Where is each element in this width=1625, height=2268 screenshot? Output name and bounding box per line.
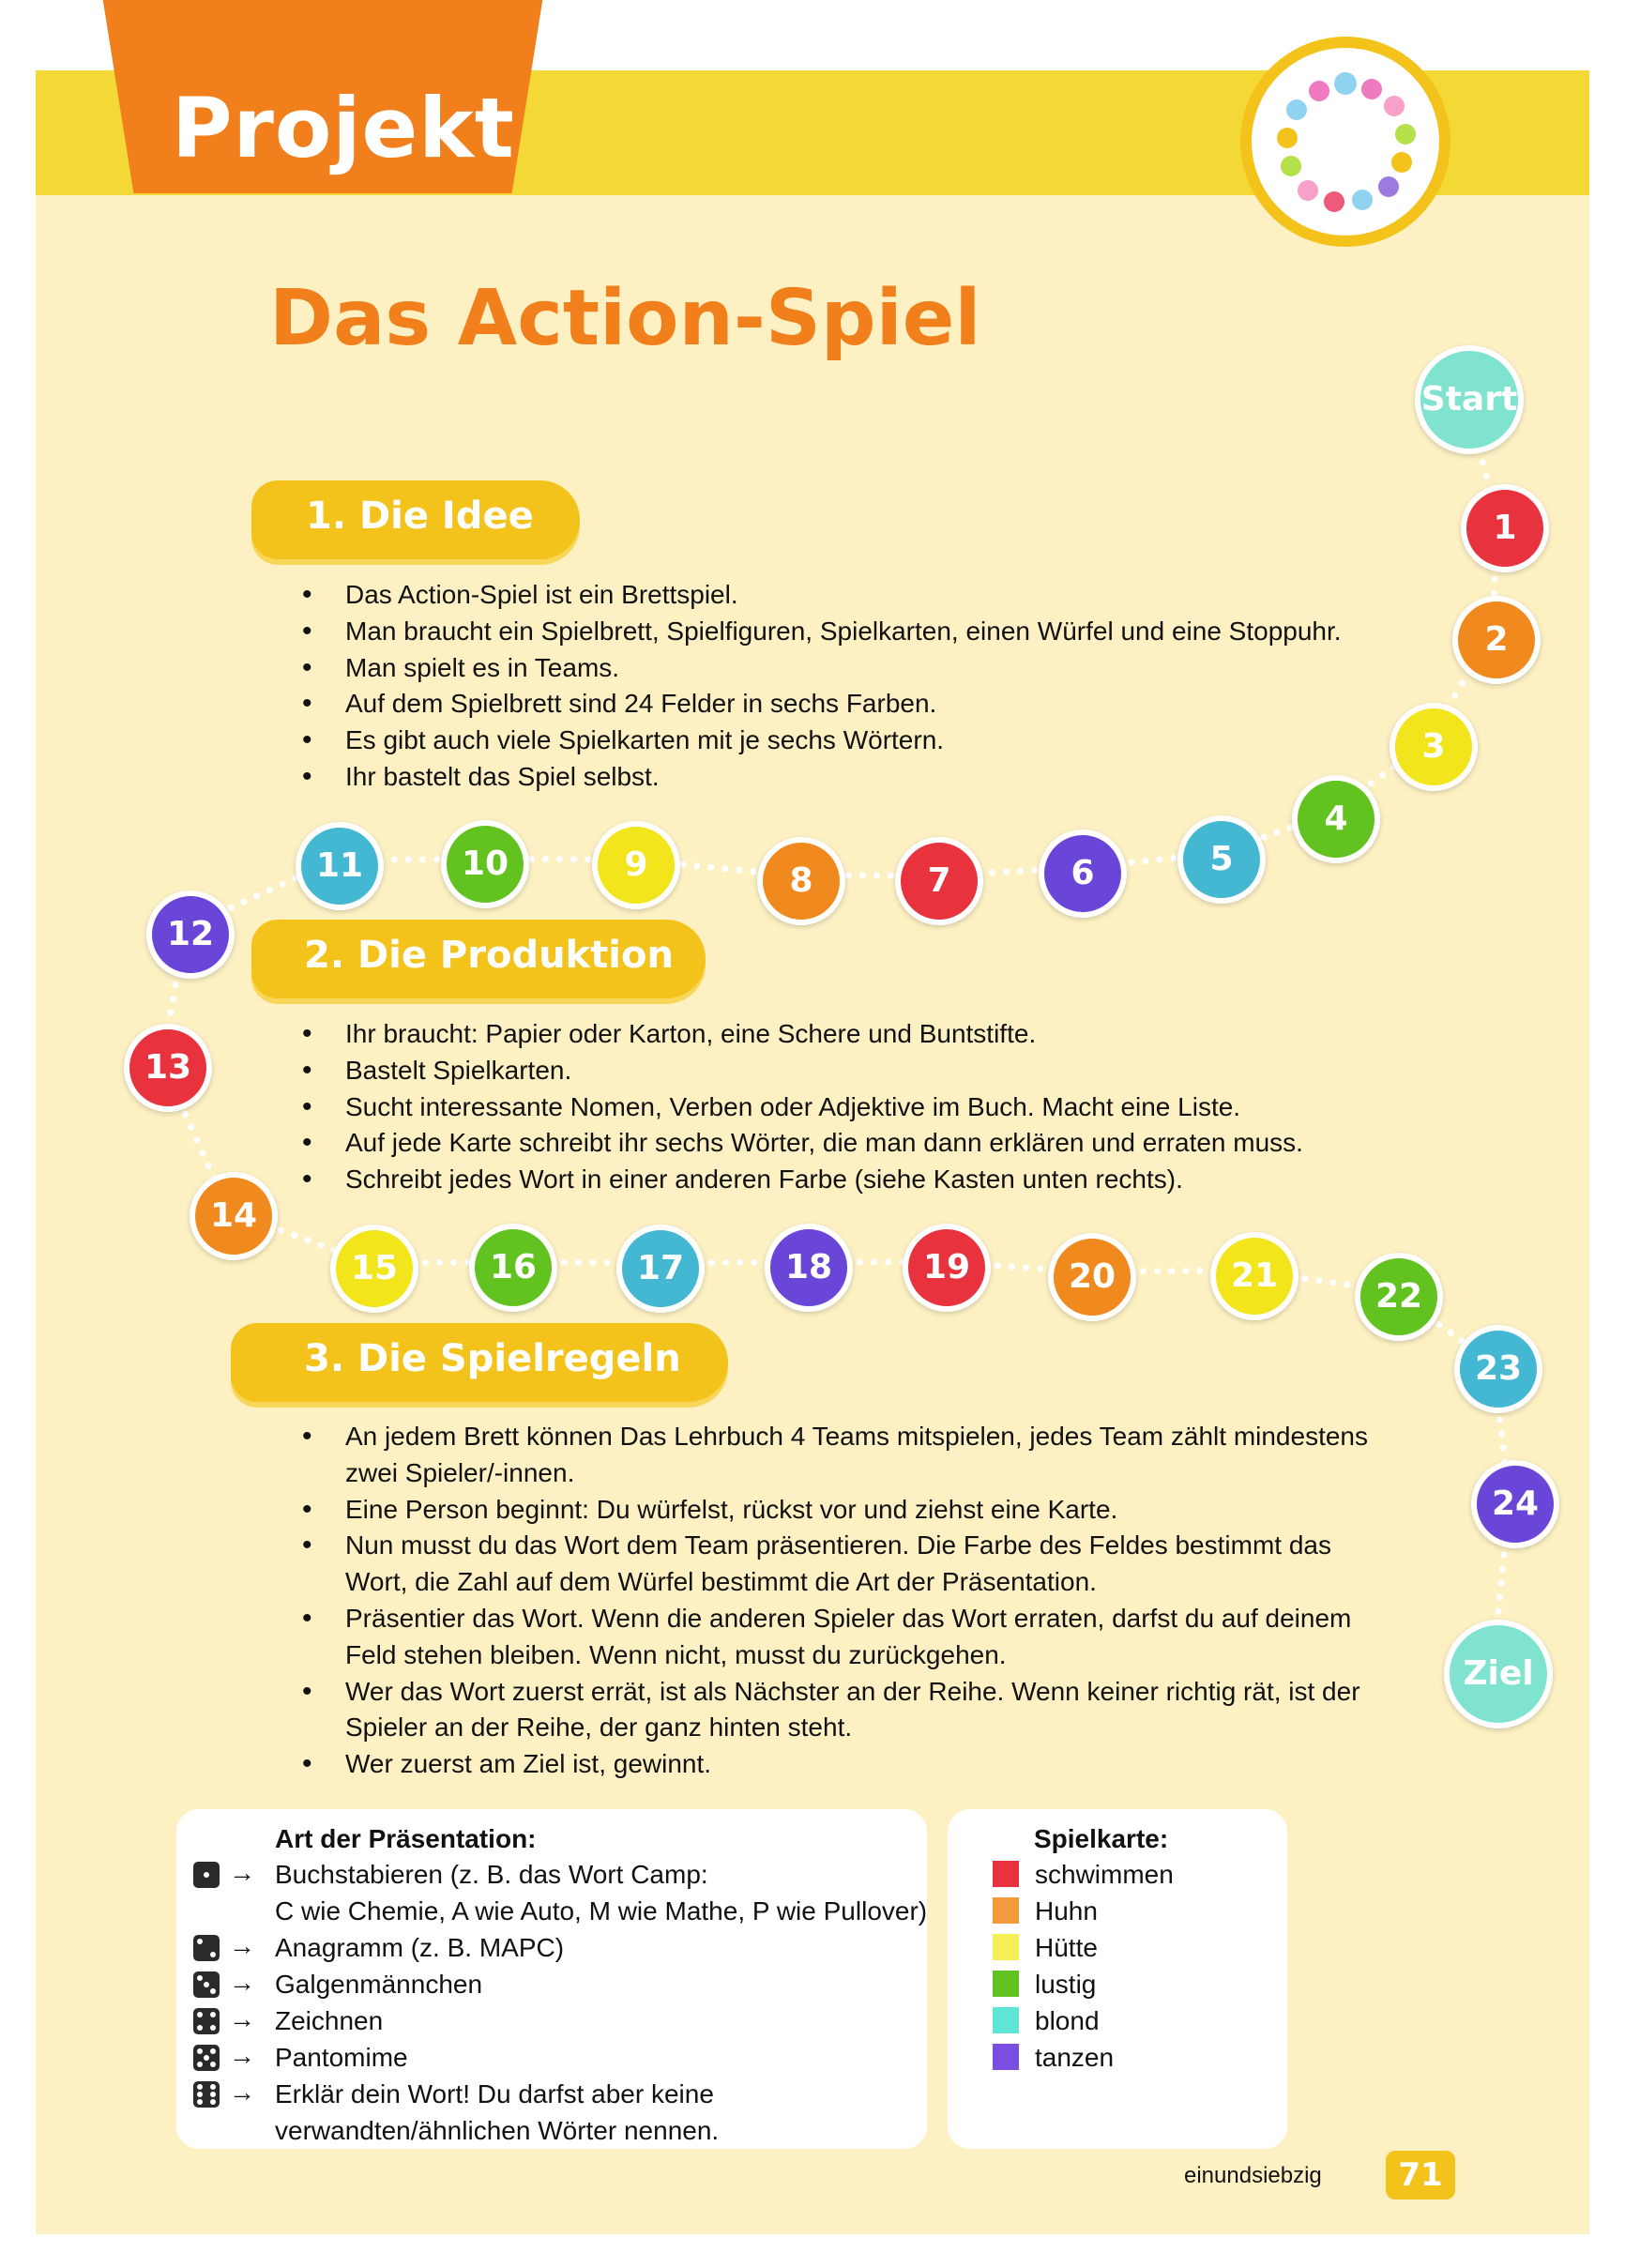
field-label: 15 bbox=[350, 1249, 399, 1287]
color-swatch-orange bbox=[993, 1897, 1019, 1924]
presentation-item-5: Pantomime bbox=[275, 2043, 408, 2072]
spielkarte-word-5: blond bbox=[1035, 2006, 1100, 2035]
board-field bbox=[330, 1225, 418, 1313]
board-field bbox=[1210, 1232, 1298, 1320]
spielkarte-word-3: Hütte bbox=[1035, 1933, 1098, 1962]
field-label: Start bbox=[1420, 380, 1518, 419]
list-item: • Eine Person beginnt: Du würfelst, rückst vor und ziehst eine Karte. bbox=[302, 1492, 1400, 1529]
color-swatch-turquoise bbox=[993, 2007, 1019, 2033]
die-six-icon bbox=[193, 2081, 220, 2108]
spielkarte-word-6: tanzen bbox=[1035, 2043, 1115, 2072]
list-item: • Es gibt auch viele Spielkarten mit je sechs Wörtern. bbox=[302, 723, 1428, 759]
field-label: 12 bbox=[166, 915, 215, 953]
presentation-title: Art der Präsentation: bbox=[275, 1824, 537, 1853]
list-item: • Schreibt jedes Wort in einer anderen Farbe (siehe Kasten unten rechts). bbox=[302, 1162, 1428, 1198]
field-label: 8 bbox=[789, 861, 813, 900]
die-one-icon bbox=[193, 1862, 220, 1888]
presentation-item-3: Galgenmännchen bbox=[275, 1970, 483, 1999]
field-label: 24 bbox=[1491, 1484, 1540, 1523]
list-item: • Sucht interessante Nomen, Verben oder Adjektive im Buch. Macht eine Liste. bbox=[302, 1089, 1428, 1126]
list-item: • Man braucht ein Spielbrett, Spielfiguren, Spielkarten, einen Würfel und eine Stoppuhr. bbox=[302, 614, 1428, 650]
die-four-icon bbox=[193, 2008, 220, 2034]
board-field bbox=[1048, 1233, 1136, 1321]
color-swatch-green bbox=[993, 1971, 1019, 1997]
page-title: Das Action-Spiel bbox=[269, 274, 981, 363]
section-heading-2: 2. Die Produktion bbox=[304, 934, 674, 977]
field-label: 14 bbox=[209, 1196, 258, 1235]
board-field bbox=[1471, 1460, 1559, 1548]
section-3-list bbox=[302, 1419, 1400, 1783]
page-number: 71 bbox=[1386, 2151, 1455, 2200]
board-field bbox=[1355, 1253, 1443, 1341]
presentation-item-6-cont: verwandten/ähnlichen Wörter nennen. bbox=[275, 2116, 720, 2145]
field-label: 21 bbox=[1230, 1256, 1279, 1295]
board-field bbox=[757, 837, 845, 925]
board-field bbox=[124, 1024, 212, 1112]
field-label: 17 bbox=[636, 1249, 685, 1287]
board-field-ziel bbox=[1444, 1620, 1553, 1728]
footer-page-word: einundsiebzig bbox=[1184, 2163, 1322, 2188]
board-field bbox=[592, 821, 680, 909]
color-swatch-red bbox=[993, 1861, 1019, 1887]
list-item: • Präsentier das Wort. Wenn die anderen Spieler das Wort erraten, darfst du auf deinem Feld stehen bleiben. Wenn nicht, musst du zurückgehen. bbox=[302, 1601, 1400, 1674]
list-item: • Bastelt Spielkarten. bbox=[302, 1053, 1428, 1089]
field-label: 6 bbox=[1071, 854, 1095, 892]
board-field bbox=[1039, 830, 1127, 918]
list-item: • Das Action-Spiel ist ein Brettspiel. bbox=[302, 577, 1428, 614]
field-label: 13 bbox=[144, 1048, 192, 1087]
list-item: • An jedem Brett können Das Lehrbuch 4 Teams mitspielen, jedes Team zählt mindestens zwei Spieler/-innen. bbox=[302, 1419, 1400, 1492]
list-item: • Ihr braucht: Papier oder Karton, eine Schere und Buntstifte. bbox=[302, 1016, 1428, 1053]
board-field bbox=[1454, 1325, 1542, 1413]
section-heading-3: 3. Die Spielregeln bbox=[304, 1337, 681, 1380]
board-field bbox=[1177, 815, 1266, 904]
arrow-right-icon: → bbox=[229, 1931, 255, 1960]
field-label: Ziel bbox=[1463, 1654, 1534, 1693]
arrow-right-icon: → bbox=[229, 2078, 255, 2107]
spielkarte-word-2: Huhn bbox=[1035, 1896, 1098, 1926]
arrow-right-icon: → bbox=[229, 2004, 255, 2033]
field-label: 18 bbox=[784, 1248, 833, 1286]
list-item: • Ihr bastelt das Spiel selbst. bbox=[302, 759, 1428, 796]
board-field bbox=[1461, 484, 1549, 572]
list-item: • Auf jede Karte schreibt ihr sechs Wörter, die man dann erklären und erraten muss. bbox=[302, 1125, 1428, 1162]
field-label: 11 bbox=[315, 846, 364, 885]
board-field bbox=[895, 837, 983, 925]
field-label: 20 bbox=[1068, 1257, 1116, 1296]
presentation-item-6: Erklär dein Wort! Du darfst aber keine bbox=[275, 2079, 714, 2108]
board-field bbox=[441, 820, 529, 908]
field-label: 3 bbox=[1421, 727, 1446, 766]
presentation-item-4: Zeichnen bbox=[275, 2006, 384, 2035]
list-item: • Man spielt es in Teams. bbox=[302, 650, 1428, 687]
field-label: 7 bbox=[927, 861, 951, 900]
arrow-right-icon: → bbox=[229, 1858, 255, 1887]
board-field bbox=[1292, 775, 1380, 863]
color-swatch-purple bbox=[993, 2044, 1019, 2070]
list-item: • Wer das Wort zuerst errät, ist als Nächster an der Reihe. Wenn keiner richtig rät, ist der Spieler an der Reihe, der ganz hinten steht. bbox=[302, 1674, 1400, 1747]
board-field bbox=[469, 1224, 557, 1312]
list-item: • Wer zuerst am Ziel ist, gewinnt. bbox=[302, 1746, 1400, 1783]
presentation-item-2: Anagramm (z. B. MAPC) bbox=[275, 1933, 565, 1962]
section-1-list bbox=[302, 577, 1428, 796]
section-2-list bbox=[302, 1016, 1428, 1198]
board-field bbox=[616, 1225, 705, 1313]
board-field-start bbox=[1415, 345, 1524, 454]
presentation-item-1: Buchstabieren (z. B. das Wort Camp: bbox=[275, 1860, 708, 1889]
spielkarte-word-4: lustig bbox=[1035, 1970, 1097, 1999]
field-label: 19 bbox=[922, 1248, 971, 1286]
spielkarte-title: Spielkarte: bbox=[1034, 1824, 1169, 1853]
board-field bbox=[765, 1224, 853, 1312]
die-two-icon bbox=[193, 1935, 220, 1961]
field-label: 10 bbox=[461, 845, 509, 883]
field-label: 23 bbox=[1474, 1349, 1523, 1388]
spielkarte-word-1: schwimmen bbox=[1035, 1860, 1174, 1889]
header-tab-title: Projekt bbox=[172, 80, 515, 176]
list-item: • Auf dem Spielbrett sind 24 Felder in sechs Farben. bbox=[302, 686, 1428, 723]
section-heading-1: 1. Die Idee bbox=[306, 495, 534, 538]
field-label: 22 bbox=[1374, 1277, 1423, 1316]
field-label: 1 bbox=[1493, 509, 1517, 547]
field-label: 4 bbox=[1324, 799, 1348, 838]
board-field bbox=[1390, 703, 1478, 791]
die-five-icon bbox=[193, 2045, 220, 2071]
board-field bbox=[190, 1172, 278, 1260]
board-field bbox=[1452, 596, 1541, 684]
list-item: • Nun musst du das Wort dem Team präsentieren. Die Farbe des Feldes bestimmt das Wort, die Zahl auf dem Würfel bestimmt die Art der Präsentation. bbox=[302, 1528, 1400, 1601]
field-label: 2 bbox=[1484, 620, 1509, 659]
color-swatch-yellow bbox=[993, 1934, 1019, 1960]
die-three-icon bbox=[193, 1971, 220, 1998]
field-label: 5 bbox=[1209, 840, 1234, 878]
field-label: 16 bbox=[489, 1248, 538, 1286]
presentation-item-1-cont: C wie Chemie, A wie Auto, M wie Mathe, P wie Pullover) bbox=[275, 1896, 928, 1926]
board-field bbox=[296, 822, 384, 910]
board-field bbox=[903, 1224, 991, 1312]
field-label: 9 bbox=[624, 845, 648, 884]
board-field bbox=[146, 890, 235, 979]
arrow-right-icon: → bbox=[229, 1968, 255, 1997]
arrow-right-icon: → bbox=[229, 2041, 255, 2070]
